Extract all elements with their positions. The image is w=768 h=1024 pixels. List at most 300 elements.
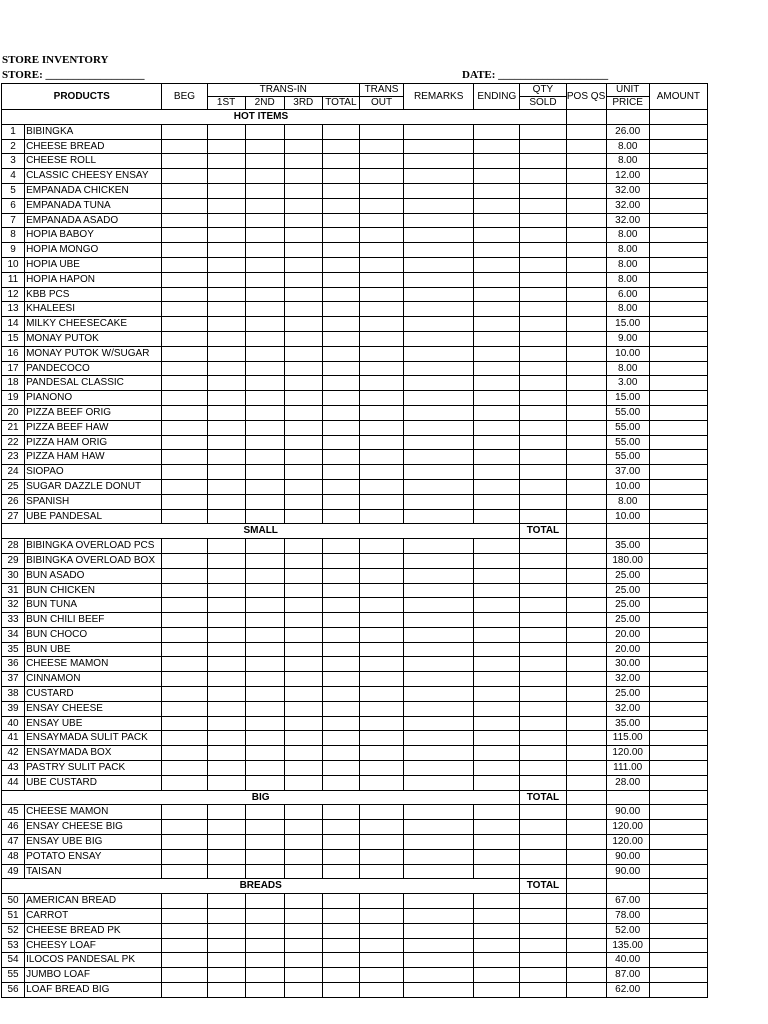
trans-out-cell[interactable] bbox=[359, 228, 403, 243]
beg-cell[interactable] bbox=[162, 568, 207, 583]
trans-in-1st-cell[interactable] bbox=[207, 983, 245, 998]
pos-qs-cell[interactable] bbox=[566, 598, 606, 613]
trans-in-total-cell[interactable] bbox=[322, 391, 359, 406]
amount-cell[interactable] bbox=[649, 169, 707, 184]
trans-in-2nd-cell[interactable] bbox=[245, 775, 284, 790]
qty-sold-cell[interactable] bbox=[520, 139, 566, 154]
pos-qs-cell[interactable] bbox=[566, 272, 606, 287]
remarks-cell[interactable] bbox=[404, 391, 474, 406]
pos-qs-cell[interactable] bbox=[566, 657, 606, 672]
pos-qs-cell[interactable] bbox=[566, 835, 606, 850]
trans-in-1st-cell[interactable] bbox=[207, 968, 245, 983]
trans-out-cell[interactable] bbox=[359, 598, 403, 613]
ending-cell[interactable] bbox=[474, 642, 520, 657]
trans-in-1st-cell[interactable] bbox=[207, 539, 245, 554]
ending-cell[interactable] bbox=[474, 864, 520, 879]
amount-cell[interactable] bbox=[649, 775, 707, 790]
beg-cell[interactable] bbox=[162, 257, 207, 272]
ending-cell[interactable] bbox=[474, 243, 520, 258]
trans-in-3rd-cell[interactable] bbox=[284, 435, 322, 450]
trans-in-2nd-cell[interactable] bbox=[245, 657, 284, 672]
pos-qs-cell[interactable] bbox=[566, 317, 606, 332]
pos-qs-cell[interactable] bbox=[566, 613, 606, 628]
beg-cell[interactable] bbox=[162, 687, 207, 702]
trans-in-total-cell[interactable] bbox=[322, 968, 359, 983]
trans-in-2nd-cell[interactable] bbox=[245, 627, 284, 642]
amount-cell[interactable] bbox=[649, 465, 707, 480]
trans-out-cell[interactable] bbox=[359, 213, 403, 228]
amount-cell[interactable] bbox=[649, 494, 707, 509]
trans-in-total-cell[interactable] bbox=[322, 317, 359, 332]
ending-cell[interactable] bbox=[474, 746, 520, 761]
trans-in-1st-cell[interactable] bbox=[207, 391, 245, 406]
qty-sold-cell[interactable] bbox=[520, 302, 566, 317]
trans-in-3rd-cell[interactable] bbox=[284, 124, 322, 139]
amount-cell[interactable] bbox=[649, 731, 707, 746]
qty-sold-cell[interactable] bbox=[520, 272, 566, 287]
trans-in-2nd-cell[interactable] bbox=[245, 361, 284, 376]
trans-in-1st-cell[interactable] bbox=[207, 361, 245, 376]
trans-in-1st-cell[interactable] bbox=[207, 331, 245, 346]
amount-cell[interactable] bbox=[649, 746, 707, 761]
ending-cell[interactable] bbox=[474, 124, 520, 139]
pos-qs-cell[interactable] bbox=[566, 376, 606, 391]
trans-in-total-cell[interactable] bbox=[322, 983, 359, 998]
beg-cell[interactable] bbox=[162, 302, 207, 317]
trans-in-2nd-cell[interactable] bbox=[245, 805, 284, 820]
trans-in-1st-cell[interactable] bbox=[207, 627, 245, 642]
trans-in-2nd-cell[interactable] bbox=[245, 183, 284, 198]
trans-in-1st-cell[interactable] bbox=[207, 183, 245, 198]
amount-cell[interactable] bbox=[649, 553, 707, 568]
trans-in-3rd-cell[interactable] bbox=[284, 287, 322, 302]
pos-qs-cell[interactable] bbox=[566, 983, 606, 998]
trans-in-1st-cell[interactable] bbox=[207, 716, 245, 731]
beg-cell[interactable] bbox=[162, 909, 207, 924]
trans-in-total-cell[interactable] bbox=[322, 287, 359, 302]
trans-out-cell[interactable] bbox=[359, 124, 403, 139]
beg-cell[interactable] bbox=[162, 317, 207, 332]
amount-cell[interactable] bbox=[649, 687, 707, 702]
beg-cell[interactable] bbox=[162, 376, 207, 391]
ending-cell[interactable] bbox=[474, 761, 520, 776]
trans-in-1st-cell[interactable] bbox=[207, 849, 245, 864]
trans-in-3rd-cell[interactable] bbox=[284, 909, 322, 924]
trans-in-2nd-cell[interactable] bbox=[245, 228, 284, 243]
remarks-cell[interactable] bbox=[404, 479, 474, 494]
trans-in-2nd-cell[interactable] bbox=[245, 539, 284, 554]
trans-out-cell[interactable] bbox=[359, 761, 403, 776]
pos-qs-cell[interactable] bbox=[566, 450, 606, 465]
trans-in-3rd-cell[interactable] bbox=[284, 731, 322, 746]
pos-qs-cell[interactable] bbox=[566, 346, 606, 361]
remarks-cell[interactable] bbox=[404, 450, 474, 465]
remarks-cell[interactable] bbox=[404, 805, 474, 820]
trans-out-cell[interactable] bbox=[359, 287, 403, 302]
trans-in-3rd-cell[interactable] bbox=[284, 701, 322, 716]
pos-qs-cell[interactable] bbox=[566, 302, 606, 317]
remarks-cell[interactable] bbox=[404, 169, 474, 184]
beg-cell[interactable] bbox=[162, 968, 207, 983]
trans-in-2nd-cell[interactable] bbox=[245, 894, 284, 909]
qty-sold-cell[interactable] bbox=[520, 983, 566, 998]
trans-in-3rd-cell[interactable] bbox=[284, 450, 322, 465]
trans-in-total-cell[interactable] bbox=[322, 627, 359, 642]
amount-cell[interactable] bbox=[649, 435, 707, 450]
trans-in-1st-cell[interactable] bbox=[207, 672, 245, 687]
qty-sold-cell[interactable] bbox=[520, 909, 566, 924]
beg-cell[interactable] bbox=[162, 465, 207, 480]
qty-sold-cell[interactable] bbox=[520, 435, 566, 450]
qty-sold-cell[interactable] bbox=[520, 672, 566, 687]
amount-cell[interactable] bbox=[649, 331, 707, 346]
remarks-cell[interactable] bbox=[404, 243, 474, 258]
trans-in-2nd-cell[interactable] bbox=[245, 465, 284, 480]
remarks-cell[interactable] bbox=[404, 139, 474, 154]
ending-cell[interactable] bbox=[474, 583, 520, 598]
trans-in-total-cell[interactable] bbox=[322, 479, 359, 494]
beg-cell[interactable] bbox=[162, 169, 207, 184]
trans-in-total-cell[interactable] bbox=[322, 775, 359, 790]
trans-in-1st-cell[interactable] bbox=[207, 317, 245, 332]
trans-out-cell[interactable] bbox=[359, 657, 403, 672]
trans-out-cell[interactable] bbox=[359, 450, 403, 465]
trans-out-cell[interactable] bbox=[359, 331, 403, 346]
beg-cell[interactable] bbox=[162, 391, 207, 406]
trans-in-1st-cell[interactable] bbox=[207, 835, 245, 850]
pos-qs-cell[interactable] bbox=[566, 479, 606, 494]
trans-in-total-cell[interactable] bbox=[322, 213, 359, 228]
trans-in-2nd-cell[interactable] bbox=[245, 716, 284, 731]
trans-in-1st-cell[interactable] bbox=[207, 228, 245, 243]
amount-cell[interactable] bbox=[649, 805, 707, 820]
trans-in-3rd-cell[interactable] bbox=[284, 420, 322, 435]
ending-cell[interactable] bbox=[474, 938, 520, 953]
pos-qs-cell[interactable] bbox=[566, 139, 606, 154]
amount-cell[interactable] bbox=[649, 479, 707, 494]
trans-out-cell[interactable] bbox=[359, 968, 403, 983]
beg-cell[interactable] bbox=[162, 923, 207, 938]
trans-in-total-cell[interactable] bbox=[322, 938, 359, 953]
beg-cell[interactable] bbox=[162, 835, 207, 850]
qty-sold-cell[interactable] bbox=[520, 361, 566, 376]
trans-in-3rd-cell[interactable] bbox=[284, 775, 322, 790]
amount-cell[interactable] bbox=[649, 317, 707, 332]
ending-cell[interactable] bbox=[474, 391, 520, 406]
remarks-cell[interactable] bbox=[404, 494, 474, 509]
trans-in-1st-cell[interactable] bbox=[207, 731, 245, 746]
pos-qs-cell[interactable] bbox=[566, 894, 606, 909]
ending-cell[interactable] bbox=[474, 154, 520, 169]
trans-in-1st-cell[interactable] bbox=[207, 346, 245, 361]
trans-in-2nd-cell[interactable] bbox=[245, 376, 284, 391]
trans-out-cell[interactable] bbox=[359, 435, 403, 450]
ending-cell[interactable] bbox=[474, 346, 520, 361]
qty-sold-cell[interactable] bbox=[520, 420, 566, 435]
beg-cell[interactable] bbox=[162, 627, 207, 642]
ending-cell[interactable] bbox=[474, 553, 520, 568]
trans-out-cell[interactable] bbox=[359, 568, 403, 583]
trans-out-cell[interactable] bbox=[359, 701, 403, 716]
trans-in-2nd-cell[interactable] bbox=[245, 746, 284, 761]
trans-in-total-cell[interactable] bbox=[322, 376, 359, 391]
remarks-cell[interactable] bbox=[404, 405, 474, 420]
trans-in-total-cell[interactable] bbox=[322, 864, 359, 879]
trans-out-cell[interactable] bbox=[359, 805, 403, 820]
amount-cell[interactable] bbox=[649, 450, 707, 465]
qty-sold-cell[interactable] bbox=[520, 169, 566, 184]
trans-out-cell[interactable] bbox=[359, 716, 403, 731]
ending-cell[interactable] bbox=[474, 302, 520, 317]
trans-in-3rd-cell[interactable] bbox=[284, 553, 322, 568]
pos-qs-cell[interactable] bbox=[566, 183, 606, 198]
remarks-cell[interactable] bbox=[404, 553, 474, 568]
amount-cell[interactable] bbox=[649, 139, 707, 154]
beg-cell[interactable] bbox=[162, 983, 207, 998]
trans-in-2nd-cell[interactable] bbox=[245, 139, 284, 154]
trans-in-2nd-cell[interactable] bbox=[245, 642, 284, 657]
remarks-cell[interactable] bbox=[404, 257, 474, 272]
pos-qs-cell[interactable] bbox=[566, 287, 606, 302]
qty-sold-cell[interactable] bbox=[520, 775, 566, 790]
qty-sold-cell[interactable] bbox=[520, 553, 566, 568]
trans-in-2nd-cell[interactable] bbox=[245, 849, 284, 864]
trans-out-cell[interactable] bbox=[359, 583, 403, 598]
ending-cell[interactable] bbox=[474, 716, 520, 731]
beg-cell[interactable] bbox=[162, 864, 207, 879]
qty-sold-cell[interactable] bbox=[520, 494, 566, 509]
ending-cell[interactable] bbox=[474, 687, 520, 702]
trans-in-1st-cell[interactable] bbox=[207, 746, 245, 761]
trans-in-total-cell[interactable] bbox=[322, 731, 359, 746]
trans-in-total-cell[interactable] bbox=[322, 465, 359, 480]
trans-in-2nd-cell[interactable] bbox=[245, 568, 284, 583]
trans-in-3rd-cell[interactable] bbox=[284, 257, 322, 272]
ending-cell[interactable] bbox=[474, 968, 520, 983]
beg-cell[interactable] bbox=[162, 420, 207, 435]
trans-in-1st-cell[interactable] bbox=[207, 923, 245, 938]
trans-in-3rd-cell[interactable] bbox=[284, 509, 322, 524]
amount-cell[interactable] bbox=[649, 405, 707, 420]
pos-qs-cell[interactable] bbox=[566, 775, 606, 790]
beg-cell[interactable] bbox=[162, 435, 207, 450]
trans-in-2nd-cell[interactable] bbox=[245, 687, 284, 702]
trans-out-cell[interactable] bbox=[359, 849, 403, 864]
remarks-cell[interactable] bbox=[404, 598, 474, 613]
trans-in-2nd-cell[interactable] bbox=[245, 287, 284, 302]
trans-in-1st-cell[interactable] bbox=[207, 494, 245, 509]
remarks-cell[interactable] bbox=[404, 938, 474, 953]
ending-cell[interactable] bbox=[474, 169, 520, 184]
trans-in-1st-cell[interactable] bbox=[207, 257, 245, 272]
qty-sold-cell[interactable] bbox=[520, 257, 566, 272]
trans-out-cell[interactable] bbox=[359, 169, 403, 184]
remarks-cell[interactable] bbox=[404, 983, 474, 998]
amount-cell[interactable] bbox=[649, 213, 707, 228]
pos-qs-cell[interactable] bbox=[566, 687, 606, 702]
trans-in-2nd-cell[interactable] bbox=[245, 257, 284, 272]
qty-sold-cell[interactable] bbox=[520, 938, 566, 953]
trans-in-3rd-cell[interactable] bbox=[284, 805, 322, 820]
trans-in-total-cell[interactable] bbox=[322, 746, 359, 761]
pos-qs-cell[interactable] bbox=[566, 701, 606, 716]
amount-cell[interactable] bbox=[649, 761, 707, 776]
trans-in-3rd-cell[interactable] bbox=[284, 923, 322, 938]
remarks-cell[interactable] bbox=[404, 746, 474, 761]
ending-cell[interactable] bbox=[474, 494, 520, 509]
trans-in-2nd-cell[interactable] bbox=[245, 154, 284, 169]
remarks-cell[interactable] bbox=[404, 583, 474, 598]
trans-out-cell[interactable] bbox=[359, 835, 403, 850]
trans-in-total-cell[interactable] bbox=[322, 598, 359, 613]
trans-out-cell[interactable] bbox=[359, 494, 403, 509]
trans-out-cell[interactable] bbox=[359, 909, 403, 924]
pos-qs-cell[interactable] bbox=[566, 243, 606, 258]
ending-cell[interactable] bbox=[474, 805, 520, 820]
amount-cell[interactable] bbox=[649, 583, 707, 598]
qty-sold-cell[interactable] bbox=[520, 716, 566, 731]
beg-cell[interactable] bbox=[162, 938, 207, 953]
trans-in-3rd-cell[interactable] bbox=[284, 598, 322, 613]
trans-in-3rd-cell[interactable] bbox=[284, 361, 322, 376]
remarks-cell[interactable] bbox=[404, 835, 474, 850]
trans-out-cell[interactable] bbox=[359, 687, 403, 702]
trans-in-1st-cell[interactable] bbox=[207, 169, 245, 184]
beg-cell[interactable] bbox=[162, 820, 207, 835]
trans-out-cell[interactable] bbox=[359, 820, 403, 835]
trans-in-total-cell[interactable] bbox=[322, 923, 359, 938]
amount-cell[interactable] bbox=[649, 701, 707, 716]
trans-in-3rd-cell[interactable] bbox=[284, 761, 322, 776]
trans-in-1st-cell[interactable] bbox=[207, 820, 245, 835]
trans-in-1st-cell[interactable] bbox=[207, 124, 245, 139]
qty-sold-cell[interactable] bbox=[520, 287, 566, 302]
ending-cell[interactable] bbox=[474, 139, 520, 154]
amount-cell[interactable] bbox=[649, 287, 707, 302]
beg-cell[interactable] bbox=[162, 346, 207, 361]
amount-cell[interactable] bbox=[649, 346, 707, 361]
beg-cell[interactable] bbox=[162, 243, 207, 258]
trans-in-2nd-cell[interactable] bbox=[245, 435, 284, 450]
pos-qs-cell[interactable] bbox=[566, 331, 606, 346]
trans-in-total-cell[interactable] bbox=[322, 583, 359, 598]
trans-in-3rd-cell[interactable] bbox=[284, 376, 322, 391]
trans-in-1st-cell[interactable] bbox=[207, 642, 245, 657]
amount-cell[interactable] bbox=[649, 894, 707, 909]
ending-cell[interactable] bbox=[474, 849, 520, 864]
trans-in-3rd-cell[interactable] bbox=[284, 938, 322, 953]
trans-in-2nd-cell[interactable] bbox=[245, 923, 284, 938]
trans-in-1st-cell[interactable] bbox=[207, 938, 245, 953]
trans-in-2nd-cell[interactable] bbox=[245, 864, 284, 879]
trans-in-3rd-cell[interactable] bbox=[284, 317, 322, 332]
trans-in-1st-cell[interactable] bbox=[207, 613, 245, 628]
ending-cell[interactable] bbox=[474, 361, 520, 376]
beg-cell[interactable] bbox=[162, 642, 207, 657]
beg-cell[interactable] bbox=[162, 198, 207, 213]
ending-cell[interactable] bbox=[474, 435, 520, 450]
trans-out-cell[interactable] bbox=[359, 938, 403, 953]
trans-in-1st-cell[interactable] bbox=[207, 405, 245, 420]
amount-cell[interactable] bbox=[649, 909, 707, 924]
trans-in-2nd-cell[interactable] bbox=[245, 909, 284, 924]
trans-out-cell[interactable] bbox=[359, 642, 403, 657]
remarks-cell[interactable] bbox=[404, 894, 474, 909]
qty-sold-cell[interactable] bbox=[520, 243, 566, 258]
trans-in-3rd-cell[interactable] bbox=[284, 169, 322, 184]
pos-qs-cell[interactable] bbox=[566, 953, 606, 968]
pos-qs-cell[interactable] bbox=[566, 405, 606, 420]
amount-cell[interactable] bbox=[649, 568, 707, 583]
remarks-cell[interactable] bbox=[404, 849, 474, 864]
trans-in-3rd-cell[interactable] bbox=[284, 539, 322, 554]
amount-cell[interactable] bbox=[649, 183, 707, 198]
amount-cell[interactable] bbox=[649, 198, 707, 213]
trans-in-total-cell[interactable] bbox=[322, 139, 359, 154]
ending-cell[interactable] bbox=[474, 317, 520, 332]
trans-in-total-cell[interactable] bbox=[322, 361, 359, 376]
trans-in-total-cell[interactable] bbox=[322, 657, 359, 672]
amount-cell[interactable] bbox=[649, 672, 707, 687]
ending-cell[interactable] bbox=[474, 820, 520, 835]
beg-cell[interactable] bbox=[162, 154, 207, 169]
trans-in-1st-cell[interactable] bbox=[207, 509, 245, 524]
pos-qs-cell[interactable] bbox=[566, 746, 606, 761]
trans-in-3rd-cell[interactable] bbox=[284, 968, 322, 983]
amount-cell[interactable] bbox=[649, 154, 707, 169]
trans-in-2nd-cell[interactable] bbox=[245, 479, 284, 494]
ending-cell[interactable] bbox=[474, 835, 520, 850]
trans-in-total-cell[interactable] bbox=[322, 154, 359, 169]
trans-in-3rd-cell[interactable] bbox=[284, 983, 322, 998]
trans-in-total-cell[interactable] bbox=[322, 716, 359, 731]
remarks-cell[interactable] bbox=[404, 775, 474, 790]
amount-cell[interactable] bbox=[649, 849, 707, 864]
trans-in-2nd-cell[interactable] bbox=[245, 598, 284, 613]
trans-out-cell[interactable] bbox=[359, 731, 403, 746]
trans-in-total-cell[interactable] bbox=[322, 509, 359, 524]
pos-qs-cell[interactable] bbox=[566, 968, 606, 983]
remarks-cell[interactable] bbox=[404, 346, 474, 361]
trans-in-2nd-cell[interactable] bbox=[245, 509, 284, 524]
trans-out-cell[interactable] bbox=[359, 183, 403, 198]
ending-cell[interactable] bbox=[474, 983, 520, 998]
remarks-cell[interactable] bbox=[404, 672, 474, 687]
trans-out-cell[interactable] bbox=[359, 391, 403, 406]
trans-in-1st-cell[interactable] bbox=[207, 701, 245, 716]
ending-cell[interactable] bbox=[474, 183, 520, 198]
pos-qs-cell[interactable] bbox=[566, 642, 606, 657]
trans-in-2nd-cell[interactable] bbox=[245, 613, 284, 628]
trans-in-3rd-cell[interactable] bbox=[284, 864, 322, 879]
qty-sold-cell[interactable] bbox=[520, 613, 566, 628]
trans-in-1st-cell[interactable] bbox=[207, 376, 245, 391]
beg-cell[interactable] bbox=[162, 287, 207, 302]
pos-qs-cell[interactable] bbox=[566, 494, 606, 509]
pos-qs-cell[interactable] bbox=[566, 391, 606, 406]
pos-qs-cell[interactable] bbox=[566, 909, 606, 924]
trans-in-total-cell[interactable] bbox=[322, 953, 359, 968]
trans-in-total-cell[interactable] bbox=[322, 805, 359, 820]
trans-in-2nd-cell[interactable] bbox=[245, 672, 284, 687]
trans-in-total-cell[interactable] bbox=[322, 539, 359, 554]
beg-cell[interactable] bbox=[162, 272, 207, 287]
trans-in-total-cell[interactable] bbox=[322, 331, 359, 346]
qty-sold-cell[interactable] bbox=[520, 346, 566, 361]
remarks-cell[interactable] bbox=[404, 376, 474, 391]
qty-sold-cell[interactable] bbox=[520, 539, 566, 554]
trans-in-total-cell[interactable] bbox=[322, 257, 359, 272]
